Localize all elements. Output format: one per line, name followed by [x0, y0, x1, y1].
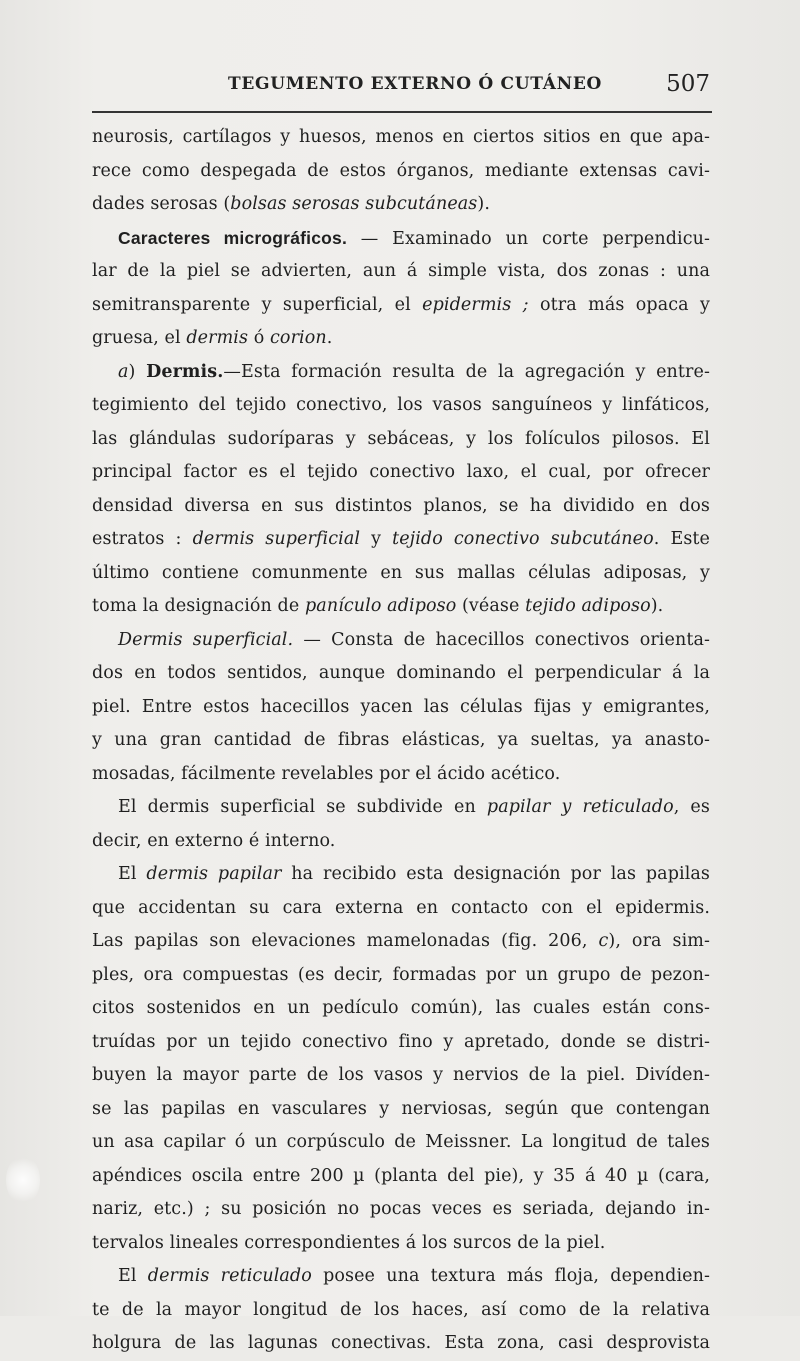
text-run: las glándulas sudoríparas y sebáceas, y los folículos pilosos. El: [92, 428, 710, 449]
italic-term: bolsas serosas subcutáneas: [230, 194, 478, 214]
text-run: citos sostenidos en un pedículo común), las cuales están cons-: [92, 998, 710, 1018]
italic-term: dermis reticulado: [147, 1266, 312, 1286]
text-run: apéndices oscila entre 200 µ (planta del pie), y 35 á 40 µ (cara,: [92, 1165, 710, 1186]
page-number: 507: [666, 71, 710, 97]
text-line: [92, 791, 710, 825]
text-run: ).: [477, 194, 490, 214]
text-run: estratos :: [92, 529, 193, 549]
text-line: [92, 188, 710, 222]
section-heading: Dermis.: [146, 361, 224, 382]
text-line: [92, 523, 710, 557]
text-line: [92, 1193, 710, 1227]
text-run: te de la mayor longitud de los haces, así como de la relativa: [92, 1299, 710, 1320]
italic-term: a: [118, 361, 129, 382]
text-run: un asa capilar ó un corpúsculo de Meissner. La longitud de tales: [92, 1132, 710, 1152]
text-run: toma la designación de: [92, 596, 305, 616]
italic-term: dermis: [186, 328, 249, 348]
text-run: piel. Entre estos hacecillos yacen las células fijas y emigrantes,: [92, 696, 710, 717]
text-run: Las papilas son elevaciones mamelonadas (fig. 206,: [92, 931, 599, 951]
page-header: [92, 71, 712, 118]
text-run: y una gran cantidad de fibras elásticas, ya sueltas, ya anasto-: [92, 730, 710, 750]
text-line: [92, 155, 710, 189]
text-line: [92, 356, 710, 390]
text-line: [92, 1227, 710, 1261]
text-line: [92, 557, 710, 591]
paper-blemish: [6, 1155, 40, 1205]
italic-term: panículo adiposo: [304, 596, 457, 616]
text-run: ha recibido esta designación por las papilas: [281, 864, 711, 884]
text-line: [92, 1294, 710, 1328]
text-run: semitransparente y superficial, el: [92, 294, 423, 315]
running-head: TEGUMENTO EXTERNO Ó CUTÁNEO: [228, 74, 602, 94]
text-line: [92, 222, 710, 256]
text-line: [92, 1026, 710, 1060]
text-line: [92, 1327, 710, 1361]
text-run: —Esta formación resulta de la agregación y entre-: [223, 361, 710, 382]
text-run: dades serosas (: [92, 194, 231, 214]
text-run: decir, en externo é interno.: [92, 830, 336, 851]
text-line: [92, 1059, 710, 1093]
text-run: ): [128, 361, 147, 382]
text-line: [92, 289, 710, 323]
text-line: [92, 992, 710, 1026]
text-line: [92, 1160, 710, 1194]
text-run: último contiene comunmente en sus mallas células adiposas, y: [92, 562, 710, 583]
italic-term: tejido adiposo: [525, 596, 651, 616]
text-run: otra más opaca y: [528, 294, 710, 315]
text-line: [92, 691, 710, 725]
text-line: [92, 624, 710, 658]
text-run: neurosis, cartílagos y huesos, menos en ciertos sitios en que apa-: [92, 127, 710, 147]
text-run: , es: [673, 797, 710, 817]
text-line: [92, 490, 710, 524]
text-line: [92, 121, 710, 155]
text-run: posee una textura más floja, dependien-: [311, 1266, 710, 1286]
body-text: [92, 121, 710, 1361]
text-run: holgura de las lagunas conectivas. Esta zona, casi desprovista: [92, 1333, 710, 1353]
text-line: [92, 724, 710, 758]
text-run: y: [360, 529, 393, 549]
text-line: [92, 590, 710, 624]
text-run: ples, ora compuestas (es decir, formadas por un grupo de pezon-: [92, 964, 710, 985]
text-line: [92, 858, 710, 892]
italic-term: tejido conectivo subcutáneo: [392, 529, 654, 549]
text-line: [92, 925, 710, 959]
text-line: [92, 1126, 710, 1160]
text-run: El: [118, 1266, 148, 1286]
text-run: se las papilas en vasculares y nerviosas, según que contengan: [92, 1098, 710, 1119]
italic-term: dermis superficial: [192, 529, 361, 549]
italic-term: c: [598, 931, 609, 951]
italic-term: Dermis superficial.: [118, 629, 294, 650]
text-run: — Examinado un corte perpendicu-: [347, 228, 710, 249]
text-run: lar de la piel se advierten, aun á simple vista, dos zonas : una: [92, 261, 710, 281]
text-run: gruesa, el: [92, 328, 187, 348]
text-run: truídas por un tejido conectivo fino y apretado, donde se distri-: [92, 1031, 710, 1052]
text-line: [92, 825, 710, 859]
text-run: dos en todos sentidos, aunque dominando el perpendicular á la: [92, 663, 710, 683]
text-run: tervalos lineales correspondientes á los surcos de la piel.: [92, 1232, 606, 1253]
text-run: ó: [248, 328, 271, 348]
text-run: El: [118, 864, 147, 884]
text-line: [92, 389, 710, 423]
text-run: principal factor es el tejido conectivo laxo, el cual, por ofrecer: [92, 462, 710, 482]
text-run: rece como despegada de estos órganos, mediante extensas cavi-: [92, 160, 710, 181]
text-run: densidad diversa en sus distintos planos, se ha dividido en dos: [92, 495, 710, 516]
text-run: buyen la mayor parte de los vasos y nervios de la piel. Divíden-: [92, 1065, 710, 1085]
text-line: [92, 758, 710, 792]
section-heading: Caracteres micrográficos.: [118, 227, 348, 248]
text-line: [92, 1260, 710, 1294]
text-run: El dermis superficial se subdivide en: [118, 797, 487, 817]
text-line: [92, 959, 710, 993]
italic-term: dermis papilar: [146, 864, 282, 884]
text-run: (véase: [456, 596, 526, 616]
text-line: [92, 456, 710, 490]
text-run: ).: [650, 596, 664, 616]
text-line: [92, 423, 710, 457]
text-run: ), ora sim-: [608, 931, 710, 951]
text-line: [92, 322, 710, 356]
text-run: . Este: [653, 529, 710, 549]
text-line: [92, 892, 710, 926]
italic-term: corion: [270, 328, 327, 348]
text-run: nariz, etc.) ; su posición no pocas veces es seriada, dejando in-: [92, 1199, 710, 1219]
text-run: mosadas, fácilmente revelables por el ácido acético.: [92, 763, 561, 784]
italic-term: epidermis ;: [422, 294, 529, 315]
text-run: — Consta de hacecillos conectivos orienta-: [293, 629, 710, 650]
text-run: que accidentan su cara externa en contacto con el epidermis.: [92, 897, 710, 918]
text-line: [92, 657, 710, 691]
text-run: tegimiento del tejido conectivo, los vasos sanguíneos y linfáticos,: [92, 395, 710, 415]
header-rule: [92, 111, 712, 113]
text-line: [92, 1093, 710, 1127]
italic-term: papilar y reticulado: [486, 797, 674, 817]
text-run: .: [326, 328, 333, 348]
text-line: [92, 255, 710, 289]
